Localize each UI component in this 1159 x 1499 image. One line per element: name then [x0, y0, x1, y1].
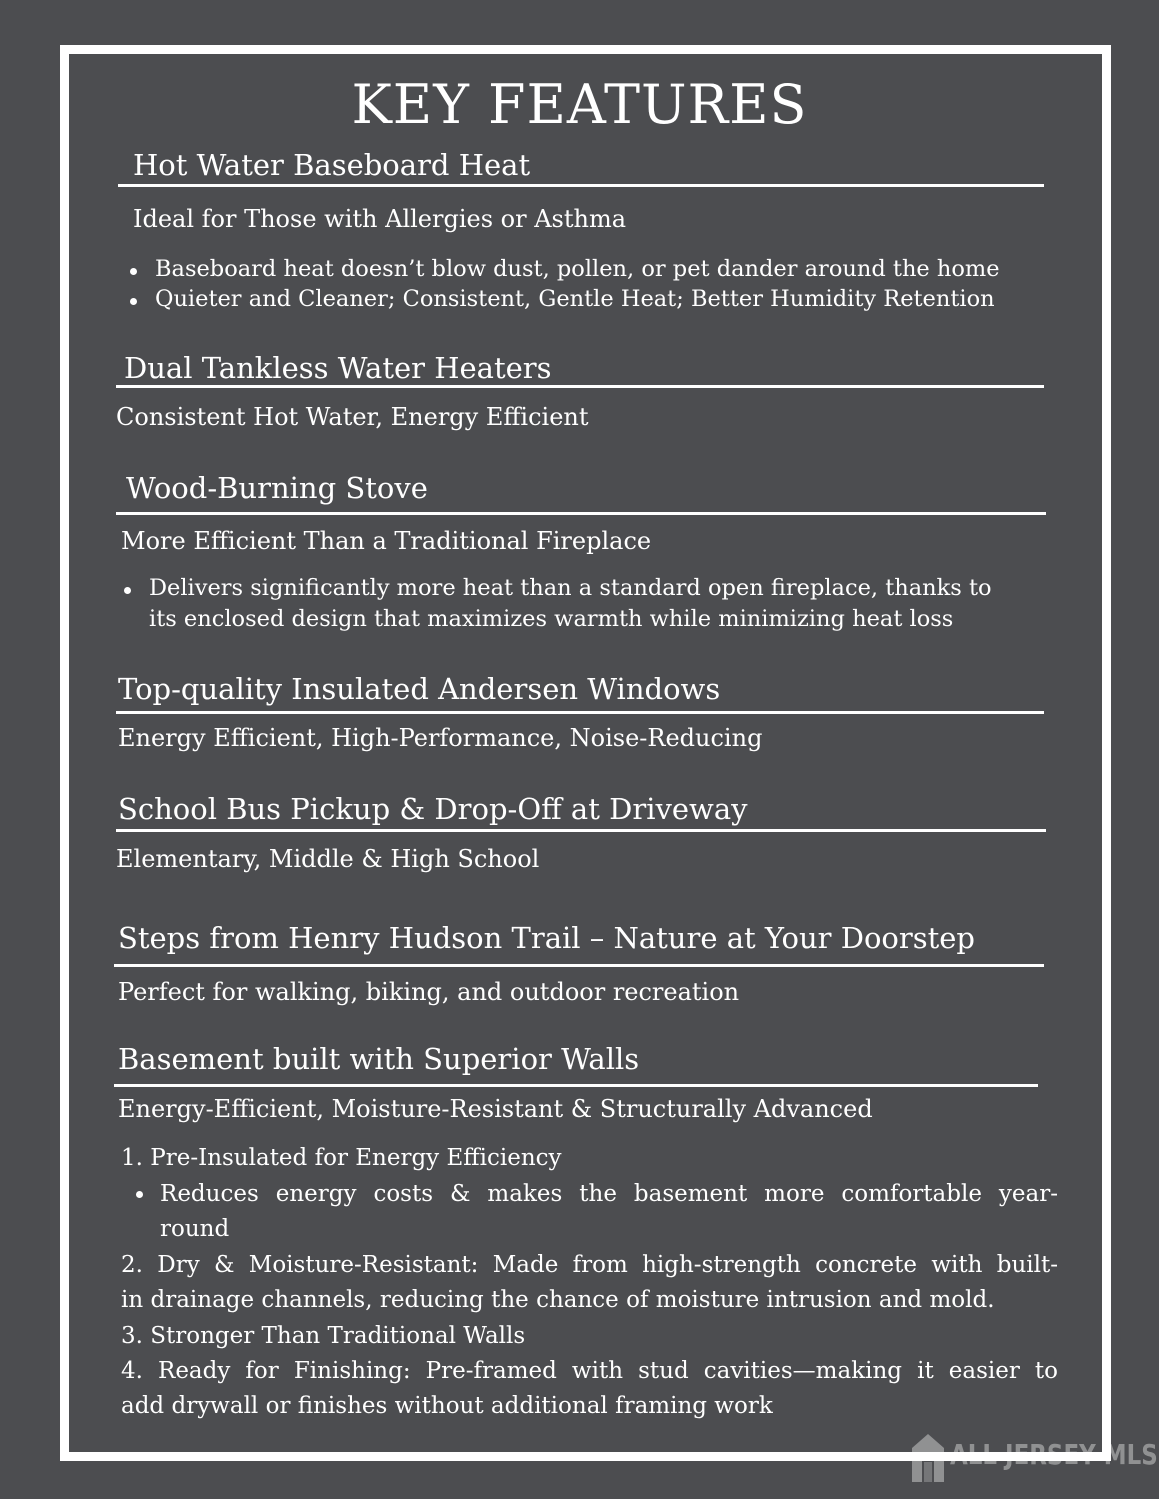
bullet-item-continuation: its enclosed design that maximizes warmth while minimizing heat loss [149, 606, 954, 632]
bullet-icon [136, 1191, 143, 1198]
bullet-item: Quieter and Cleaner; Consistent, Gentle Heat; Better Humidity Retention [155, 286, 995, 312]
bullet-icon [130, 268, 137, 275]
section-subheading: Energy Efficient, High-Performance, Noise-Reducing [118, 724, 763, 752]
heading-divider [114, 964, 1044, 967]
section-heading-andersen-windows: Top-quality Insulated Andersen Windows [118, 672, 721, 706]
heading-divider [114, 1084, 1038, 1087]
numbered-item-continuation: add drywall or finishes without additional framing work [121, 1393, 773, 1419]
section-heading-school-bus: School Bus Pickup & Drop-Off at Driveway [118, 792, 748, 826]
section-subheading: Elementary, Middle & High School [116, 845, 540, 873]
page-title: KEY FEATURES [351, 73, 808, 136]
bullet-icon [130, 298, 137, 305]
numbered-item: 3. Stronger Than Traditional Walls [121, 1323, 526, 1349]
bullet-item-continuation: round [160, 1216, 230, 1242]
bullet-item: Delivers significantly more heat than a standard open fireplace, thanks to [149, 575, 992, 601]
section-heading-superior-walls: Basement built with Superior Walls [118, 1042, 640, 1076]
watermark-text: ALL JERSEY MLS [950, 1438, 1158, 1471]
numbered-item: 2. Dry & Moisture-Resistant: Made from high-strength concrete with built- [121, 1252, 1058, 1278]
section-subheading: Energy-Efficient, Moisture-Resistant & Structurally Advanced [118, 1095, 873, 1123]
section-subheading: Perfect for walking, biking, and outdoor recreation [118, 978, 740, 1006]
section-heading-baseboard-heat: Hot Water Baseboard Heat [133, 148, 531, 182]
bullet-item: Reduces energy costs & makes the basement more comfortable year- [160, 1181, 1058, 1207]
section-heading-henry-hudson-trail: Steps from Henry Hudson Trail – Nature at Your Doorstep [118, 921, 976, 955]
section-heading-wood-stove: Wood-Burning Stove [126, 471, 428, 505]
numbered-item-continuation: in drainage channels, reducing the chance of moisture intrusion and mold. [121, 1287, 995, 1313]
heading-divider [116, 385, 1044, 388]
numbered-item: 1. Pre-Insulated for Energy Efficiency [121, 1145, 562, 1171]
mls-watermark [910, 1428, 1158, 1484]
heading-divider [118, 184, 1044, 187]
numbered-item: 4. Ready for Finishing: Pre-framed with stud cavities—making it easier to [121, 1358, 1058, 1384]
section-subheading: More Efficient Than a Traditional Fireplace [121, 527, 652, 555]
bullet-icon [124, 587, 131, 594]
heading-divider [116, 711, 1044, 714]
heading-divider [116, 829, 1046, 832]
section-heading-tankless-heaters: Dual Tankless Water Heaters [124, 351, 552, 385]
heading-divider [116, 512, 1046, 515]
bullet-item: Baseboard heat doesn’t blow dust, pollen, or pet dander around the home [155, 256, 1000, 282]
house-logo-icon [910, 1428, 946, 1484]
section-subheading: Consistent Hot Water, Energy Efficient [116, 403, 589, 431]
section-subheading: Ideal for Those with Allergies or Asthma [133, 205, 627, 233]
